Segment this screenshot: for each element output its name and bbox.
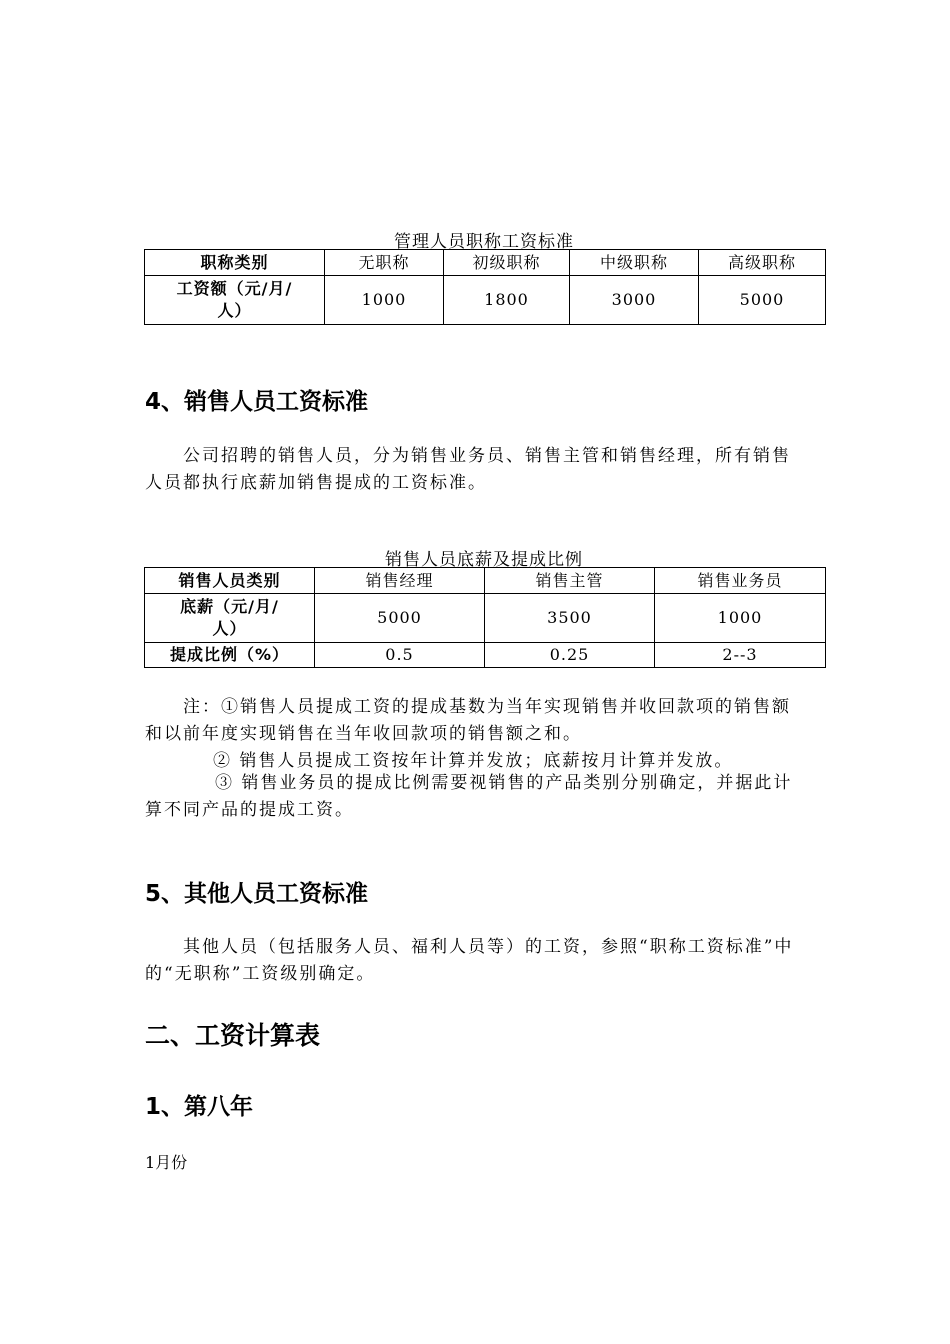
table1-header-cell: 职称类别 bbox=[145, 250, 325, 276]
table2-header-cell: 销售主管 bbox=[485, 568, 655, 594]
table2-value-cell: 3500 bbox=[485, 594, 655, 643]
table2-row-label: 提成比例（%） bbox=[145, 643, 315, 668]
table2-value-cell: 1000 bbox=[655, 594, 826, 643]
table2-header-cell: 销售人员类别 bbox=[145, 568, 315, 594]
table2-caption: 销售人员底薪及提成比例 bbox=[385, 550, 583, 570]
title-salary-table bbox=[144, 249, 826, 325]
section4-heading: 4、销售人员工资标准 bbox=[145, 389, 369, 415]
table1-value-cell: 1000 bbox=[325, 276, 444, 325]
table2-value-cell: 0.25 bbox=[485, 643, 655, 668]
sales-commission-table bbox=[144, 567, 826, 668]
table2-value-cell: 0.5 bbox=[315, 643, 485, 668]
table1-value-cell: 5000 bbox=[699, 276, 826, 325]
table1-header-cell: 高级职称 bbox=[699, 250, 826, 276]
section5-heading: 5、其他人员工资标准 bbox=[145, 881, 369, 907]
table1-value-cell: 3000 bbox=[570, 276, 699, 325]
table1-header-cell: 中级职称 bbox=[570, 250, 699, 276]
table1-caption: 管理人员职称工资标准 bbox=[394, 232, 574, 252]
table2-header-cell: 销售经理 bbox=[315, 568, 485, 594]
table1-header-cell: 初级职称 bbox=[444, 250, 570, 276]
section4-paragraph: 公司招聘的销售人员，分为销售业务员、销售主管和销售经理，所有销售人员都执行底薪加销售提成的工资标准。 bbox=[145, 446, 791, 493]
part2-heading: 二、工资计算表 bbox=[145, 1021, 321, 1050]
table2-value-cell: 2--3 bbox=[655, 643, 826, 668]
note-1: 注：①销售人员提成工资的提成基数为当年实现销售并收回款项的销售额和以前年度实现销售在当年收回款项的销售额之和。 bbox=[145, 697, 791, 744]
table2-row-label: 底薪（元/月/ 人） bbox=[145, 594, 315, 643]
table1-header-cell: 无职称 bbox=[325, 250, 444, 276]
year8-heading: 1、第八年 bbox=[145, 1094, 254, 1120]
table2-header-cell: 销售业务员 bbox=[655, 568, 826, 594]
table1-value-cell: 1800 bbox=[444, 276, 570, 325]
section5-paragraph: 其他人员（包括服务人员、福利人员等）的工资，参照“职称工资标准”中的“无职称”工资级别确定。 bbox=[145, 937, 794, 984]
month-label: 1月份 bbox=[145, 1153, 188, 1172]
table1-row-label: 工资额（元/月/ 人） bbox=[145, 276, 325, 325]
note-2: ② 销售人员提成工资按年计算并发放；底薪按月计算并发放。 bbox=[213, 751, 734, 771]
table2-value-cell: 5000 bbox=[315, 594, 485, 643]
note-3: ③ 销售业务员的提成比例需要视销售的产品类别分别确定，并据此计算不同产品的提成工资。 bbox=[145, 773, 793, 820]
